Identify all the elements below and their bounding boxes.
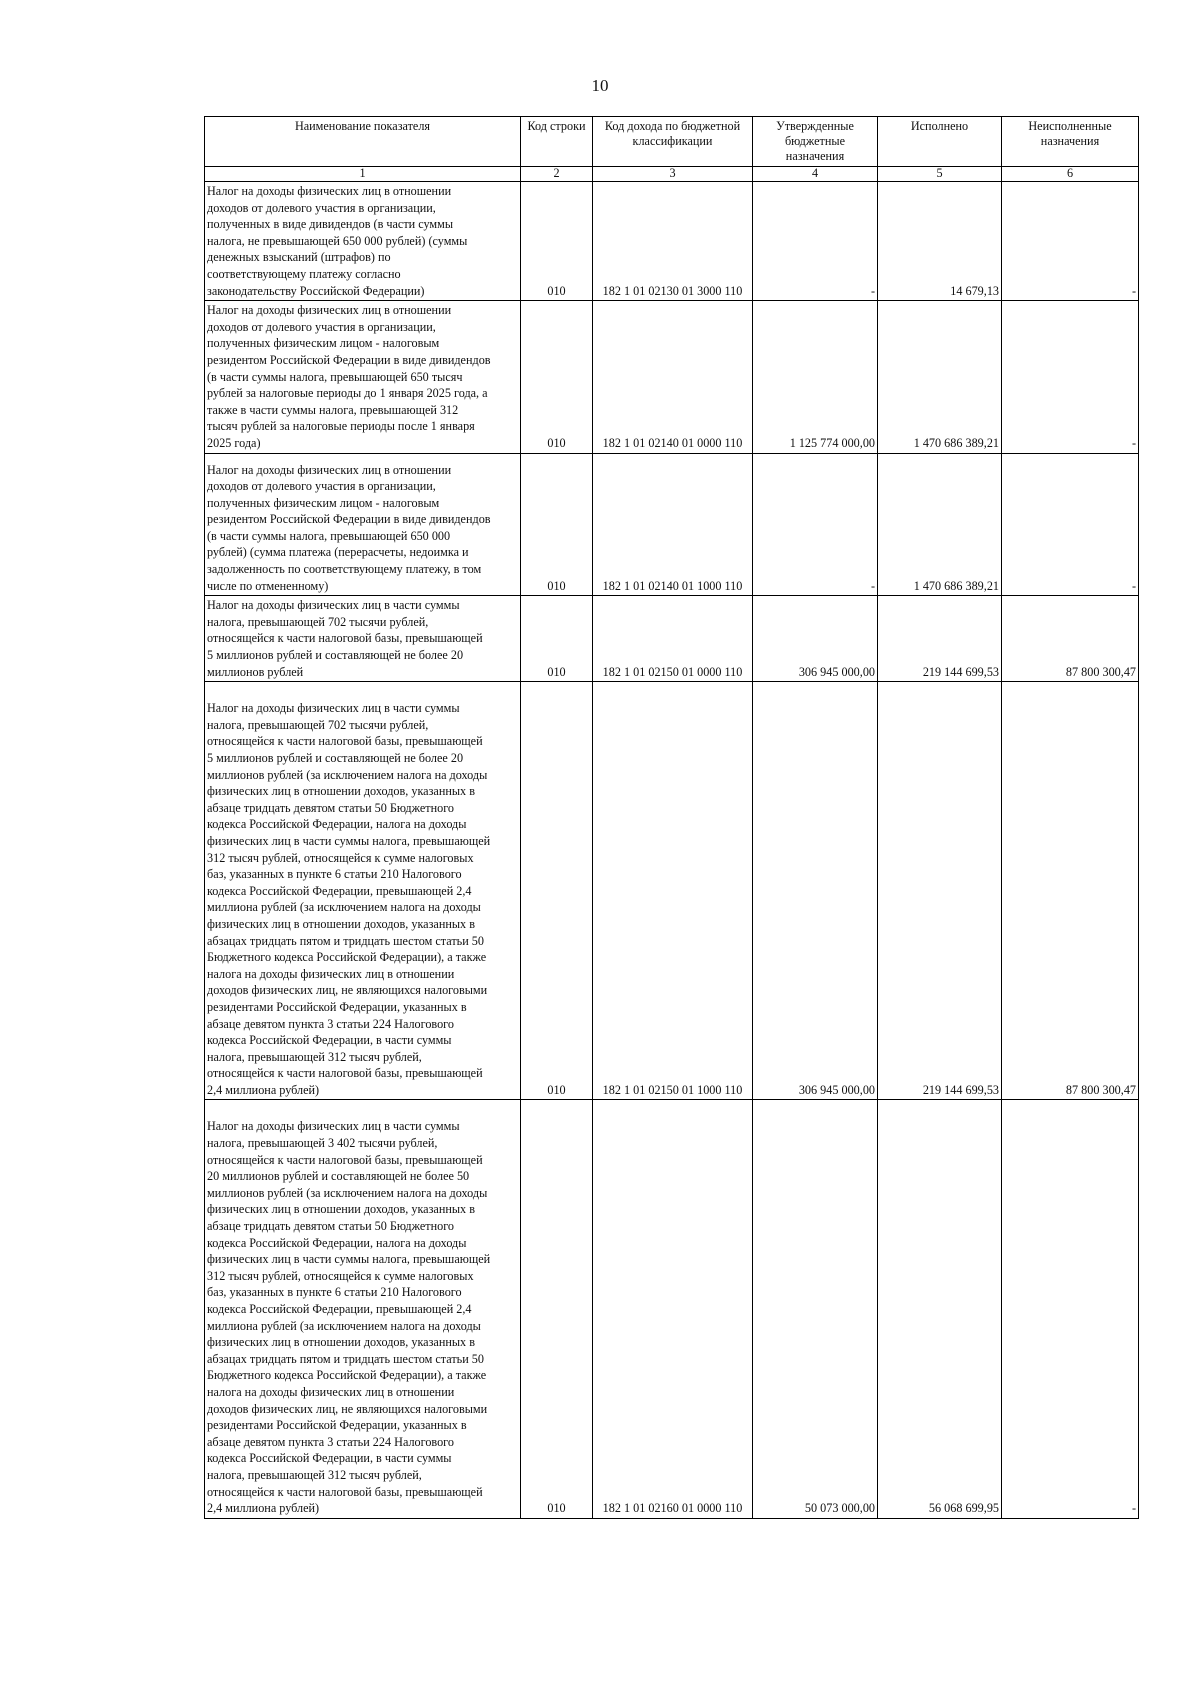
indicator-name-cell	[205, 596, 521, 682]
column-number-row	[205, 167, 1139, 182]
header-indicator-name: Наименование показателя	[205, 117, 521, 167]
column-number: 1	[205, 167, 521, 182]
indicator-name: Налог на доходы физических лиц в части суммы налога, превышающей 702 тысячи рублей, относящейся к части налоговой базы, превышающей 5 миллионов рублей и составляющей не более 20 миллионов рублей (за исключением налога на доходы физических лиц в отношении доходов, указанных в абзаце тридцать девятом статьи 50 Бюджетного кодекса Российской Федерации, налога на доходы физических лиц в части суммы налога, превышающей 312 тысяч рублей, относящейся к сумме налоговых баз, указанных в пункте 6 статьи 210 Налогового кодекса Российской Федерации, превышающей 2,4 миллиона рублей (за исключением налога на доходы физических лиц в отношении доходов, указанных в абзацах тридцать пятом и тридцать шестом статьи 50 Бюджетного кодекса Российской Федерации), а также налога на доходы физических лиц в отношении доходов физических лиц, не являющихся налоговыми резидентами Российской Федерации, указанных в абзаце девятом пункта 3 статьи 224 Налогового кодекса Российской Федерации, в части суммы налога, превышающей 312 тысяч рублей, относящейся к части налоговой базы, превышающей 2,4 миллиона рублей)	[207, 701, 491, 1097]
indicator-name: Налог на доходы физических лиц в части суммы налога, превышающей 3 402 тысячи рублей, относящейся к части налоговой базы, превышающей 20 миллионов рублей и составляющей не более 50 миллионов рублей (за исключением налога на доходы физических лиц в отношении доходов, указанных в абзаце тридцать девятом статьи 50 Бюджетного кодекса Российской Федерации, налога на доходы физических лиц в части суммы налога, превышающей 312 тысяч рублей, относящейся к сумме налоговых баз, указанных в пункте 6 статьи 210 Налогового кодекса Российской Федерации, превышающей 2,4 миллиона рублей (за исключением налога на доходы физических лиц в отношении доходов, указанных в абзацах тридцать пятом и тридцать шестом статьи 50 Бюджетного кодекса Российской Федерации), а также налога на доходы физических лиц в отношении доходов физических лиц, не являющихся налоговыми резидентами Российской Федерации, указанных в абзаце девятом пункта 3 статьи 224 Налогового кодекса Российской Федерации, в части суммы налога, превышающей 312 тысяч рублей, относящейся к части налоговой базы, превышающей 2,4 миллиона рублей)	[207, 1119, 491, 1516]
table-row	[205, 182, 1139, 301]
line-code-cell: 010	[521, 596, 593, 682]
unexecuted-cell: 87 800 300,47	[1002, 682, 1139, 1100]
approved-cell: 50 073 000,00	[753, 1100, 878, 1518]
header-line-code: Код строки	[521, 117, 593, 167]
indicator-name-cell	[205, 453, 521, 596]
executed-cell: 219 144 699,53	[878, 596, 1002, 682]
column-number: 3	[593, 167, 753, 182]
indicator-name: Налог на доходы физических лиц в отношении доходов от долевого участия в организации, полученных физическим лицом - налоговым резидентом Российской Федерации в виде дивидендов (в части суммы налога, превышающей 650 тысяч рублей за налоговые периоды до 1 января 2025 года, а также в части суммы налога, превышающей 312 тысяч рублей за налоговые периоды после 1 января 2025 года)	[207, 303, 491, 450]
column-number: 6	[1002, 167, 1139, 182]
header-approved: Утвержденные бюджетные назначения	[753, 117, 878, 167]
header-income-code: Код дохода по бюджетной классификации	[593, 117, 753, 167]
indicator-name-cell	[205, 182, 521, 301]
budget-execution-table	[204, 116, 1139, 1519]
indicator-name: Налог на доходы физических лиц в отношении доходов от долевого участия в организации, полученных физическим лицом - налоговым резидентом Российской Федерации в виде дивидендов (в части суммы налога, превышающей 650 000 рублей) (сумма платежа (перерасчеты, недоимка и задолженность по соответствующему платежу, в том числе по отмененному)	[207, 462, 491, 593]
table-row	[205, 596, 1139, 682]
approved-cell: 1 125 774 000,00	[753, 301, 878, 453]
table-row	[205, 453, 1139, 596]
income-code-cell: 182 1 01 02160 01 0000 110	[593, 1100, 753, 1518]
column-number: 5	[878, 167, 1002, 182]
approved-cell: 306 945 000,00	[753, 596, 878, 682]
approved-cell: -	[753, 182, 878, 301]
indicator-name: Налог на доходы физических лиц в части суммы налога, превышающей 702 тысячи рублей, относящейся к части налоговой базы, превышающей 5 миллионов рублей и составляющей не более 20 миллионов рублей	[207, 598, 483, 679]
page-number: 10	[591, 76, 609, 95]
executed-cell: 56 068 699,95	[878, 1100, 1002, 1518]
column-number: 2	[521, 167, 593, 182]
unexecuted-cell: -	[1002, 301, 1139, 453]
income-code-cell: 182 1 01 02130 01 3000 110	[593, 182, 753, 301]
unexecuted-cell: -	[1002, 1100, 1139, 1518]
unexecuted-cell: 87 800 300,47	[1002, 596, 1139, 682]
income-code-cell: 182 1 01 02140 01 1000 110	[593, 453, 753, 596]
approved-cell: -	[753, 453, 878, 596]
unexecuted-cell: -	[1002, 453, 1139, 596]
unexecuted-cell: -	[1002, 182, 1139, 301]
indicator-name-cell	[205, 682, 521, 1100]
table-row	[205, 301, 1139, 453]
income-code-cell: 182 1 01 02150 01 0000 110	[593, 596, 753, 682]
executed-cell: 1 470 686 389,21	[878, 453, 1002, 596]
approved-cell: 306 945 000,00	[753, 682, 878, 1100]
table-row	[205, 1100, 1139, 1518]
income-code-cell: 182 1 01 02140 01 0000 110	[593, 301, 753, 453]
executed-cell: 14 679,13	[878, 182, 1002, 301]
indicator-name: Налог на доходы физических лиц в отношении доходов от долевого участия в организации, полученных в виде дивидендов (в части суммы налога, не превышающей 650 000 рублей) (суммы денежных взысканий (штрафов) по соответствующему платежу согласно законодательству Российской Федерации)	[207, 184, 468, 298]
line-code-cell: 010	[521, 682, 593, 1100]
executed-cell: 1 470 686 389,21	[878, 301, 1002, 453]
indicator-name-cell	[205, 1100, 521, 1518]
line-code-cell: 010	[521, 301, 593, 453]
column-number: 4	[753, 167, 878, 182]
executed-cell: 219 144 699,53	[878, 682, 1002, 1100]
line-code-cell: 010	[521, 1100, 593, 1518]
line-code-cell: 010	[521, 182, 593, 301]
header-row	[205, 117, 1139, 167]
income-code-cell: 182 1 01 02150 01 1000 110	[593, 682, 753, 1100]
indicator-name-cell	[205, 301, 521, 453]
header-unexecuted: Неисполненные назначения	[1002, 117, 1139, 167]
line-code-cell: 010	[521, 453, 593, 596]
table-row	[205, 682, 1139, 1100]
header-executed: Исполнено	[878, 117, 1002, 167]
